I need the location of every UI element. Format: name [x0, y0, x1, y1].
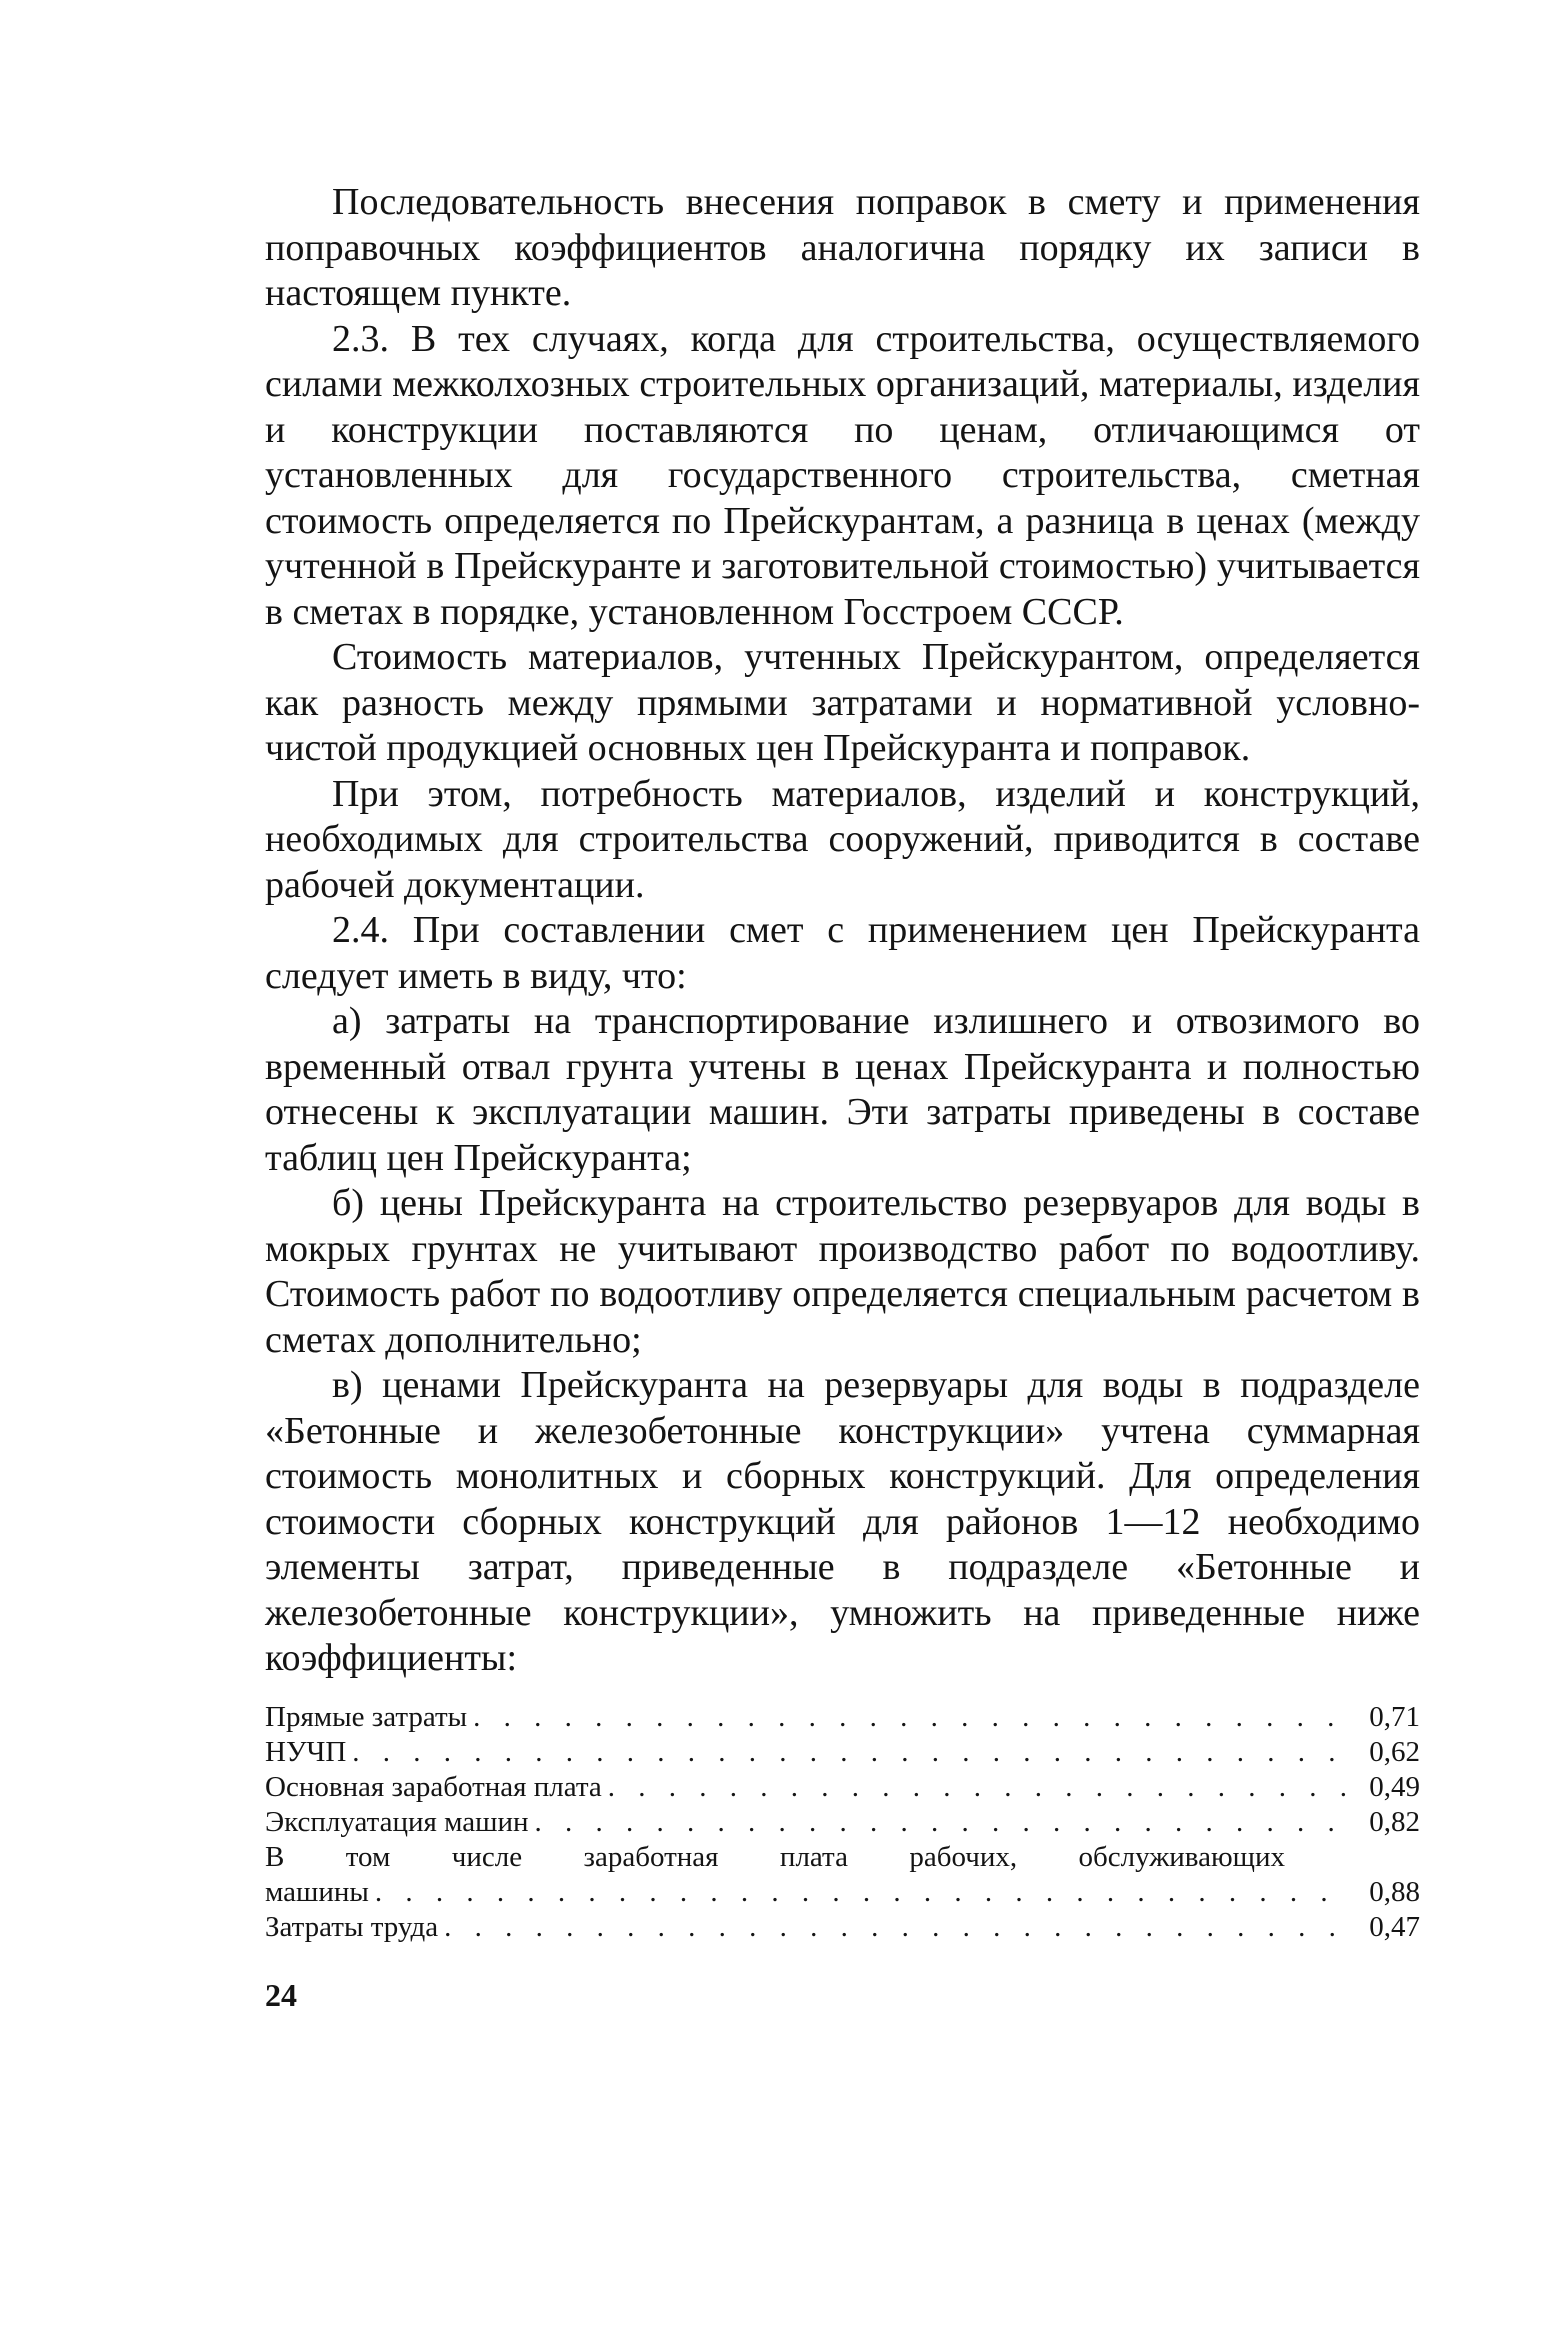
coefficient-value: 0,47 [1369, 1910, 1420, 1943]
coefficient-label-line2-row [265, 1875, 1420, 1910]
coefficient-value: 0,88 [1369, 1875, 1420, 1908]
coefficient-value: 0,49 [1369, 1770, 1420, 1803]
coefficient-value: 0,71 [1369, 1700, 1420, 1733]
paragraph-material-cost: Стоимость материалов, учтенных Прейскурантом, определяется как разность между прямыми затратами и нормативной условно-чистой продукцией основных цен Прейскуранта и поправок. [265, 636, 1420, 769]
dot-leader [352, 1735, 1346, 1770]
paragraph-section-2-3: 2.3. В тех случаях, когда для строительства, осуществляемого силами межколхозных строительных организаций, материалы, изделия и конструкции поставляются по ценам, отличающимся от установленных для государственного строительства, сметная стоимость определяется по Прейскурантам, а разница в ценах (между учтенной в Прейскуранте и заготовительной стоимостью) учитывается в сметах в порядке, установленном Госстроем СССР. [265, 317, 1420, 633]
paragraph-correction-order: Последовательность внесения поправок в смету и применения поправочных коэффициентов аналогична порядку их записи в настоящем пункте. [265, 181, 1420, 314]
paragraph-item-v: в) ценами Прейскуранта на резервуары для воды в подразделе «Бетонные и железобетонные конструкции» учтена суммарная стоимость монолитных и сборных конструкций. Для определения стоимости сборных конструкций для районов 1—12 необходимо элементы затрат, приведенные в подразделе «Бетонные и железобетонные конструкции», умножить на приведенные ниже коэффициенты: [265, 1364, 1420, 1679]
coefficient-label: Основная заработная плата [265, 1770, 602, 1803]
coefficient-table [265, 1700, 1420, 1945]
document-page [265, 180, 1420, 2015]
coefficient-value: 0,82 [1369, 1805, 1420, 1838]
coefficient-label-line1: В том числе заработная плата рабочих, обслуживающих [265, 1840, 1285, 1873]
coefficient-label: Эксплуатация машин [265, 1805, 529, 1838]
dot-leader [375, 1875, 1346, 1910]
page-number: 24 [265, 1976, 297, 2013]
coefficient-value: 0,62 [1369, 1735, 1420, 1768]
paragraph-item-a: а) затраты на транспортирование излишнего и отвозимого во временный отвал грунта учтены в ценах Прейскуранта и полностью отнесены к эксплуатации машин. Эти затраты приведены в составе таблиц цен Прейскуранта; [265, 1000, 1420, 1179]
coefficient-row [265, 1700, 1420, 1735]
coefficient-label: НУЧП [265, 1735, 347, 1768]
coefficient-label-line2: машины [265, 1875, 369, 1908]
coefficient-row [265, 1805, 1420, 1840]
paragraph-section-2-4: 2.4. При составлении смет с применением цен Прейскуранта следует иметь в виду, что: [265, 909, 1420, 997]
dot-leader [444, 1910, 1346, 1945]
coefficient-label: Затраты труда [265, 1910, 439, 1943]
coefficient-row [265, 1910, 1420, 1945]
paragraph-material-needs: При этом, потребность материалов, изделий и конструкций, необходимых для строительства сооружений, приводится в составе рабочей документации. [265, 772, 1420, 906]
coefficient-row [265, 1770, 1420, 1805]
coefficient-row [265, 1735, 1420, 1770]
coefficient-label: Прямые затраты [265, 1700, 468, 1733]
dot-leader [535, 1805, 1346, 1840]
dot-leader [473, 1700, 1346, 1735]
paragraph-item-b: б) цены Прейскуранта на строительство резервуаров для воды в мокрых грунтах не учитывают производство работ по водоотливу. Стоимость работ по водоотливу определяется специальным расчетом в сметах дополнительно; [265, 1182, 1420, 1361]
dot-leader [608, 1770, 1346, 1805]
coefficient-row [265, 1840, 1420, 1910]
